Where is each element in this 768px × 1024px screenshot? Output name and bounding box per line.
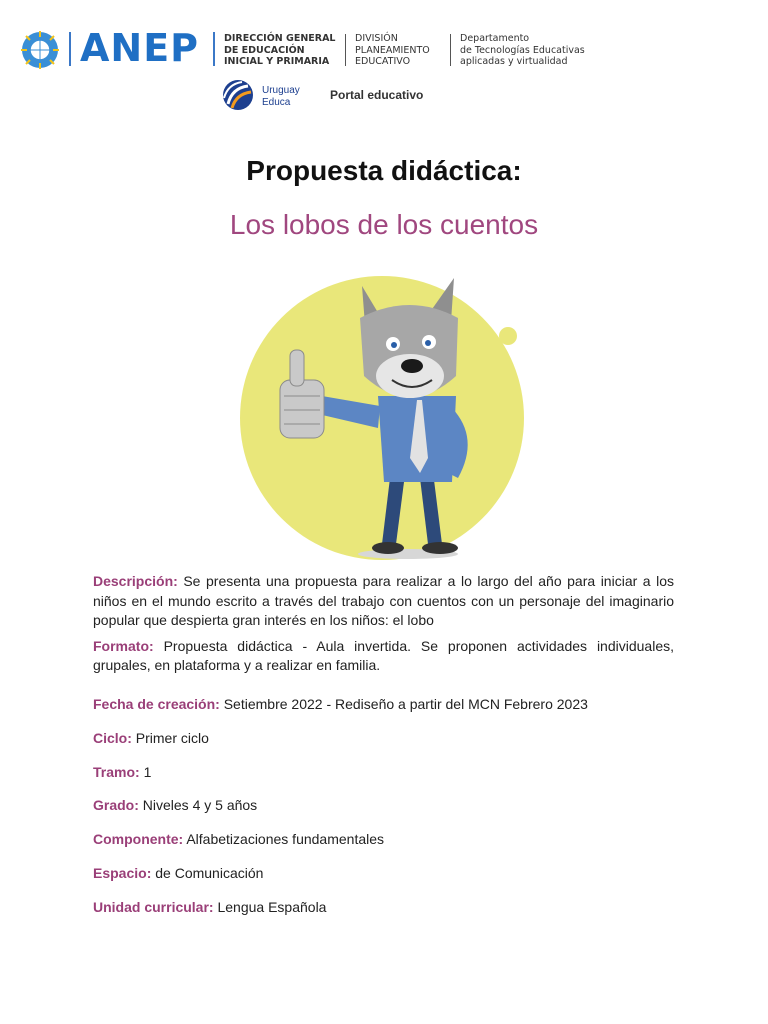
description-label: Descripción: (93, 573, 178, 589)
dgeip-label: DIRECCIÓN GENERAL DE EDUCACIÓN INICIAL Y PRIMARIA (224, 33, 336, 67)
svg-text:Educa: Educa (262, 97, 291, 108)
uruguay-educa-logo (218, 78, 318, 112)
svg-text:Uruguay: Uruguay (262, 85, 300, 96)
department-label: Departamento de Tecnologías Educativas aplicadas y virtualidad (460, 33, 585, 67)
field-grade: Grado: Niveles 4 y 5 años (93, 797, 258, 813)
page-subtitle: Los lobos de los cuentos (229, 209, 539, 240)
header-divider (213, 32, 215, 66)
format-paragraph (93, 637, 674, 676)
field-creation-date: Fecha de creación: Setiembre 2022 - Rediseño a partir del MCN Febrero 2023 (93, 696, 588, 712)
format-text: Propuesta didáctica - Aula invertida. Se proponen actividades individuales, grupales, en plataforma y a realizar en familia. (93, 637, 674, 673)
field-curricular-unit: Unidad curricular: Lengua Española (93, 899, 327, 915)
field-cycle: Ciclo: Primer ciclo (93, 730, 209, 746)
header-divider (450, 34, 451, 66)
document-header (0, 0, 768, 130)
wolf-mascot-illustration (230, 268, 540, 564)
header-divider (345, 34, 346, 66)
uruguay-emblem-icon (20, 30, 60, 70)
division-label: DIVISIÓN PLANEAMIENTO EDUCATIVO (355, 33, 430, 67)
format-label: Formato: (93, 637, 154, 654)
header-divider (69, 32, 71, 66)
field-component: Componente: Alfabetizaciones fundamentales (93, 831, 385, 847)
anep-logo-text: ANEP (80, 26, 200, 70)
description-section (93, 572, 674, 676)
page-title: Propuesta didáctica: (246, 155, 522, 186)
description-text: Se presenta una propuesta para realizar a lo largo del año para iniciar a los niños en el mundo escrito a través del trabajo con cuentos con un personaje del imaginario popular que despierta gran interés en los niños: el lobo (93, 573, 674, 628)
field-space: Espacio: de Comunicación (93, 865, 264, 881)
description-paragraph (93, 572, 674, 631)
portal-label: Portal educativo (330, 88, 424, 102)
field-stage: Tramo: 1 (93, 764, 152, 780)
